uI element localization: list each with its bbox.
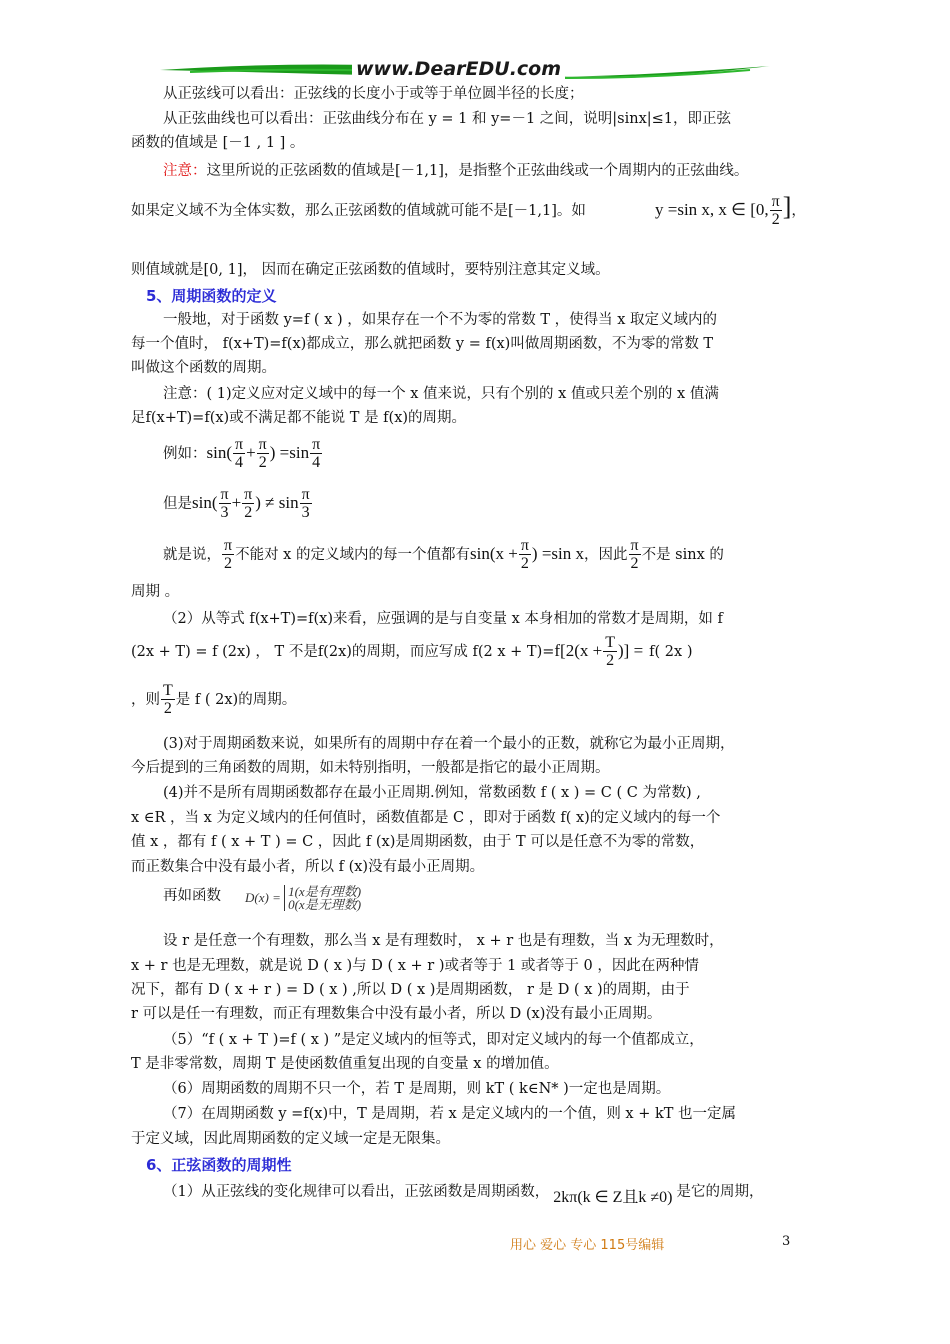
text-line: 函数的值域是 [－1 , 1 ] 。 <box>131 135 305 151</box>
text-line: 从正弦曲线也可以看出：正弦曲线分布在 y = 1 和 y=－1 之间，说明|sinx|≤1，即正弦 <box>163 111 732 127</box>
page-number: 3 <box>782 1234 791 1249</box>
section-heading-6: 6、正弦函数的周期性 <box>146 1156 292 1174</box>
text-line-formula: ，则 $\frac{T}{2}$ 是 f ( 2x)的周期。 <box>131 682 297 717</box>
text-line: （7）在周期函数 y =f(x)中，T 是周期，若 x 是定义域内的一个值，则 x + kT 也一定属 <box>163 1106 737 1122</box>
text-line: (4)并不是所有周期函数都存在最小正周期.例知，常数函数 f ( x ) = C ( C 为常数) , <box>163 785 701 801</box>
site-url[interactable]: www.DearEDU.com <box>352 58 565 80</box>
text-line: 况下，都有 D ( x + r ) = D ( x ) ,所以 D ( x )是周期函数， r 是 D ( x )的周期，由于 <box>131 982 690 998</box>
text-line-formula: (2x + T) = f (2x) ， T 不是f(2x)的周期，而应写成 f(2 x + T)=f[2(x + $\frac{T}{2}$ )] = f( 2x ) <box>131 634 693 669</box>
text-line: 今后提到的三角函数的周期，如未特别指明，一般都是指它的最小正周期。 <box>131 760 610 776</box>
text-line: 再如函数 <box>163 888 221 904</box>
text-line: （5）“f ( x + T )=f ( x ) ”是定义域内的恒等式，即对定义域内的每一个值都成立， <box>163 1032 704 1048</box>
line-text: 如果定义域不为全体实数，那么正弦函数的值域就可能不是[－1,1]。如 <box>131 203 586 219</box>
section-heading-5: 5、周期函数的定义 <box>146 287 277 305</box>
note-line <box>163 159 748 183</box>
dirichlet-function: D(x) = 1(x是有理数) 0(x是无理数) <box>245 884 362 912</box>
note-text: 这里所说的正弦函数的值域是[－1,1]，是指整个正弦曲线或一个周期内的正弦曲线。 <box>206 163 749 179</box>
text-line: （6）周期函数的周期不只一个，若 T 是周期，则 kT ( k∈N* )一定也是周期。 <box>163 1081 671 1097</box>
text-line: 注意：( 1)定义应对定义域中的每一个 x 值来说，只有个别的 x 值或只差个别的 x 值满 <box>163 386 719 402</box>
formula-text: y =sin x, x ∈ [0, <box>655 200 769 219</box>
fraction: $\frac{\pi}{2}$ <box>771 193 780 228</box>
text-line: 一般地，对于函数 y=f ( x ) ，如果存在一个不为零的常数 T ，使得当 x 取定义域内的 <box>163 312 718 328</box>
text-line: 而正数集合中没有最小者，所以 f (x)没有最小正周期。 <box>131 859 485 875</box>
text-line: (3)对于周期函数来说，如果所有的周期中存在着一个最小的正数，就称它为最小正周期， <box>163 736 735 752</box>
text-line: （2）从等式 f(x+T)=f(x)来看，应强调的是与自变量 x 本身相加的常数才是周期，如 f <box>163 611 723 627</box>
footer-text: 用心 爱心 专心 115号编辑 <box>510 1238 665 1253</box>
text-line <box>131 199 586 223</box>
text-line: 叫做这个函数的周期。 <box>131 360 276 376</box>
text-line: 值 x ，都有 f ( x + T ) = C ，因此 f (x)是周期函数，由于 T 可以是任意不为零的常数， <box>131 834 705 850</box>
text-line: 从正弦线可以看出：正弦线的长度小于或等于单位圆半径的长度； <box>163 86 584 102</box>
text-line: x + r 也是无理数，就是说 D ( x )与 D ( x + r )或者等于 1 或者等于 0 ，因此在两种情 <box>131 958 699 974</box>
text-line: x ∈R ，当 x 为定义域内的任何值时，函数值都是 C ，即对于函数 f( x)的定义域内的每一个 <box>131 810 721 826</box>
formula-domain: y =sin x, x ∈ [0, $\frac{\pi}{2}$ ]， <box>655 192 806 228</box>
text-line: 于定义域，因此周期函数的定义域一定是无限集。 <box>131 1131 450 1147</box>
text-line: 设 r 是任意一个有理数，那么当 x 是有理数时， x + r 也是有理数，当 x 为无理数时， <box>163 933 724 949</box>
example-2: 但是sin( $\frac{\pi}{3}$ + $\frac{\pi}{2}$ ) ≠ sin $\frac{\pi}{3}$ <box>163 486 310 521</box>
text-line: 每一个值时， f(x+T)=f(x)都成立，那么就把函数 y = f(x)叫做周期函数，不为零的常数 T <box>131 336 714 352</box>
text-line: 则值域就是[0, 1]， 因而在确定正弦函数的值域时，要特别注意其定义域。 <box>131 262 610 278</box>
example-3: 就是说， $\frac{\pi}{2}$ 不能对 x 的定义域内的每一个值都有sin(x + $\frac{\pi}{2}$ ) =sin x，因此 $\frac{\pi}{2}$ 不是 sinx 的 <box>163 537 724 572</box>
note-label: 注意： <box>163 163 207 179</box>
text-line: T 是非零常数，周期 T 是使函数值重复出现的自变量 x 的增加值。 <box>131 1056 559 1072</box>
text-line-formula: （1）从正弦线的变化规律可以看出，正弦函数是周期函数， 2kπ(k ∈ Z且k ≠0) 是它的周期， <box>163 1184 764 1206</box>
example-1: 例如：sin( $\frac{\pi}{4}$ + $\frac{\pi}{2}$ ) =sin $\frac{\pi}{4}$ <box>163 436 321 471</box>
text-line: r 可以是任一有理数，而正有理数集合中没有最小者，所以 D (x)没有最小正周期。 <box>131 1006 662 1022</box>
text-line: 足f(x+T)=f(x)或不满足都不能说 T 是 f(x)的周期。 <box>131 410 467 426</box>
text-line: 周期 。 <box>131 584 180 600</box>
